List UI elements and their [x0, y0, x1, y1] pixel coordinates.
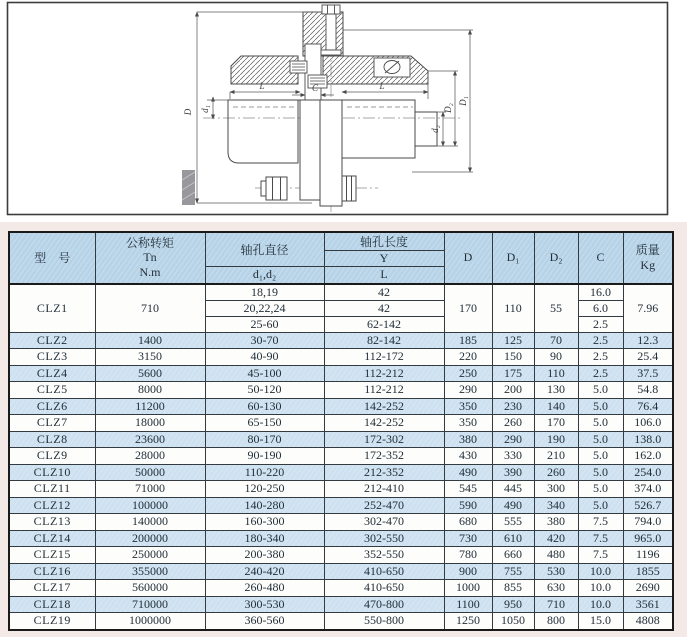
header-C: C	[578, 232, 623, 284]
table-row	[9, 497, 673, 514]
cell-D: 350	[444, 398, 492, 415]
cell-C: 2.5	[578, 349, 623, 366]
table-row	[9, 349, 673, 366]
cell-mass: 374.0	[623, 481, 673, 498]
table-row	[9, 547, 673, 564]
cell-bore-diameter: 45-100	[205, 365, 324, 382]
cell-D: 380	[444, 431, 492, 448]
cell-bore-length: 112-172	[324, 349, 444, 366]
cell-D2: 210	[534, 448, 578, 465]
cell-C: 7.5	[578, 547, 623, 564]
cell-torque: 50000	[95, 464, 205, 481]
cell-C: 5.0	[578, 481, 623, 498]
table-row	[9, 415, 673, 432]
cell-torque: 3150	[95, 349, 205, 366]
dim-label-D1: D₁	[458, 96, 468, 106]
cell-model: CLZ18	[9, 596, 95, 613]
cell-D: 1000	[444, 580, 492, 597]
cell-D2: 260	[534, 464, 578, 481]
cell-model: CLZ11	[9, 481, 95, 498]
cell-bore-length: 112-212	[324, 382, 444, 399]
header-torque-unit: N.m	[139, 265, 161, 280]
cell-D: 1250	[444, 613, 492, 630]
cell-bore-length: 550-800	[324, 613, 444, 630]
cell-model: CLZ1	[9, 284, 95, 333]
cell-bore-diameter: 25-60	[205, 316, 324, 332]
table-row	[9, 332, 673, 349]
cell-D: 185	[444, 332, 492, 349]
gray-marker	[182, 170, 195, 205]
cell-model: CLZ3	[9, 349, 95, 366]
cell-bore-diameter: 180-340	[205, 530, 324, 547]
cell-mass: 138.0	[623, 431, 673, 448]
cell-bore-length: 352-550	[324, 547, 444, 564]
header-D: D	[444, 232, 492, 284]
cell-D1: 950	[492, 596, 534, 613]
cell-C: 10.0	[578, 563, 623, 580]
cell-torque: 28000	[95, 448, 205, 465]
header-mass-unit: Kg	[640, 257, 656, 272]
header-bore-length-L: L	[324, 267, 444, 284]
cell-mass: 2690	[623, 580, 673, 597]
cell-D2: 70	[534, 332, 578, 349]
header-torque	[95, 232, 205, 284]
cell-model: CLZ2	[9, 332, 95, 349]
cell-torque: 560000	[95, 580, 205, 597]
cell-bore-diameter: 60-130	[205, 398, 324, 415]
table-row	[9, 448, 673, 465]
dim-label-D2: D₂	[443, 103, 453, 113]
cell-C: 5.0	[578, 431, 623, 448]
cell-bore-length: 42	[324, 300, 444, 316]
cell-torque: 8000	[95, 382, 205, 399]
cell-C: 15.0	[578, 613, 623, 630]
cell-bore-diameter: 90-190	[205, 448, 324, 465]
cell-bore-length: 252-470	[324, 497, 444, 514]
header-bore-length-Y: Y	[324, 251, 444, 267]
cell-D2: 340	[534, 497, 578, 514]
cell-D: 290	[444, 382, 492, 399]
cell-mass: 4808	[623, 613, 673, 630]
cell-C: 7.5	[578, 530, 623, 547]
cell-torque: 140000	[95, 514, 205, 531]
cell-D1: 1050	[492, 613, 534, 630]
cell-D2: 190	[534, 431, 578, 448]
cell-D2: 480	[534, 547, 578, 564]
cell-torque: 355000	[95, 563, 205, 580]
cell-D1: 390	[492, 464, 534, 481]
header-mass-cn: 质量	[635, 243, 660, 258]
cell-mass: 254.0	[623, 464, 673, 481]
cell-bore-length: 212-352	[324, 464, 444, 481]
cell-D1: 125	[492, 332, 534, 349]
cell-torque: 710	[95, 284, 205, 333]
cell-D1: 330	[492, 448, 534, 465]
cell-mass: 106.0	[623, 415, 673, 432]
dim-label-d2: d₂	[430, 125, 440, 133]
cell-model: CLZ16	[9, 563, 95, 580]
table-row	[9, 464, 673, 481]
cell-C: 5.0	[578, 448, 623, 465]
cell-C: 16.0	[578, 284, 623, 301]
cell-torque: 250000	[95, 547, 205, 564]
cell-bore-diameter: 110-220	[205, 464, 324, 481]
table-row	[9, 382, 673, 399]
table-row	[9, 431, 673, 448]
cell-C: 5.0	[578, 382, 623, 399]
header-D1: D₁	[492, 232, 534, 284]
cell-D2: 630	[534, 580, 578, 597]
cell-bore-diameter: 360-560	[205, 613, 324, 630]
cell-model: CLZ6	[9, 398, 95, 415]
cell-D1: 110	[492, 284, 534, 333]
technical-drawing	[0, 0, 687, 228]
cell-mass: 3561	[623, 596, 673, 613]
cell-bore-length: 82-142	[324, 332, 444, 349]
table-row	[9, 398, 673, 415]
cell-mass: 12.3	[623, 332, 673, 349]
header-bore-diameter-sub: d₁,d₂	[205, 267, 324, 284]
cell-mass: 25.4	[623, 349, 673, 366]
cell-mass: 7.96	[623, 284, 673, 333]
cell-D: 1100	[444, 596, 492, 613]
cell-C: 10.0	[578, 596, 623, 613]
cell-bore-length: 42	[324, 284, 444, 301]
cell-D: 490	[444, 464, 492, 481]
cell-D2: 530	[534, 563, 578, 580]
cell-torque: 23600	[95, 431, 205, 448]
header-torque-tn: Tn	[143, 250, 157, 265]
cell-D: 170	[444, 284, 492, 333]
cell-D2: 130	[534, 382, 578, 399]
header-torque-cn: 公称转矩	[125, 235, 174, 250]
table-row	[9, 580, 673, 597]
cell-C: 6.0	[578, 300, 623, 316]
cell-model: CLZ4	[9, 365, 95, 382]
cell-bore-length: 410-650	[324, 580, 444, 597]
cell-D: 780	[444, 547, 492, 564]
cell-torque: 200000	[95, 530, 205, 547]
cell-bore-length: 302-550	[324, 530, 444, 547]
cell-bore-length: 410-650	[324, 563, 444, 580]
cell-model: CLZ19	[9, 613, 95, 630]
cell-model: CLZ10	[9, 464, 95, 481]
dim-label-L-right: L	[379, 81, 385, 91]
table-row	[9, 563, 673, 580]
cell-bore-length: 302-470	[324, 514, 444, 531]
cell-bore-length: 212-410	[324, 481, 444, 498]
cell-D1: 755	[492, 563, 534, 580]
cell-D2: 110	[534, 365, 578, 382]
spec-table	[8, 231, 674, 631]
cell-D: 430	[444, 448, 492, 465]
cell-D: 590	[444, 497, 492, 514]
table-row	[9, 481, 673, 498]
dim-label-D: D	[183, 108, 193, 116]
cell-bore-diameter: 200-380	[205, 547, 324, 564]
table-row	[9, 514, 673, 531]
cell-D1: 610	[492, 530, 534, 547]
cell-bore-diameter: 30-70	[205, 332, 324, 349]
table-row	[9, 596, 673, 613]
cell-D: 545	[444, 481, 492, 498]
cell-C: 5.0	[578, 497, 623, 514]
cell-bore-length: 142-252	[324, 398, 444, 415]
table-row	[9, 365, 673, 382]
cell-D2: 55	[534, 284, 578, 333]
cell-mass: 162.0	[623, 448, 673, 465]
cell-bore-length: 112-212	[324, 365, 444, 382]
cell-bore-diameter: 140-280	[205, 497, 324, 514]
cell-torque: 100000	[95, 497, 205, 514]
cell-model: CLZ8	[9, 431, 95, 448]
cell-torque: 5600	[95, 365, 205, 382]
cell-model: CLZ14	[9, 530, 95, 547]
cell-C: 2.5	[578, 316, 623, 332]
cell-D2: 90	[534, 349, 578, 366]
cell-C: 5.0	[578, 464, 623, 481]
cell-D: 680	[444, 514, 492, 531]
cell-model: CLZ5	[9, 382, 95, 399]
table-row	[9, 613, 673, 630]
cell-bore-length: 172-302	[324, 431, 444, 448]
cell-bore-diameter: 18,19	[205, 284, 324, 301]
cell-C: 10.0	[578, 580, 623, 597]
table-row	[9, 530, 673, 547]
cell-bore-diameter: 160-300	[205, 514, 324, 531]
cell-C: 5.0	[578, 398, 623, 415]
cell-D1: 260	[492, 415, 534, 432]
cell-mass: 76.4	[623, 398, 673, 415]
cell-D1: 230	[492, 398, 534, 415]
cell-mass: 1196	[623, 547, 673, 564]
cell-bore-diameter: 65-150	[205, 415, 324, 432]
cell-bore-diameter: 50-120	[205, 382, 324, 399]
cell-torque: 1400	[95, 332, 205, 349]
cell-D2: 300	[534, 481, 578, 498]
cell-bore-diameter: 300-530	[205, 596, 324, 613]
cell-C: 7.5	[578, 514, 623, 531]
cell-C: 5.0	[578, 415, 623, 432]
cell-bore-length: 142-252	[324, 415, 444, 432]
cell-C: 2.5	[578, 332, 623, 349]
header-D2: D₂	[534, 232, 578, 284]
cell-D: 350	[444, 415, 492, 432]
cell-torque: 710000	[95, 596, 205, 613]
cell-D1: 555	[492, 514, 534, 531]
cell-bore-diameter: 40-90	[205, 349, 324, 366]
cell-bore-diameter: 80-170	[205, 431, 324, 448]
cell-mass: 965.0	[623, 530, 673, 547]
cell-model: CLZ17	[9, 580, 95, 597]
dim-label-d1: d₁	[200, 105, 210, 113]
cell-model: CLZ13	[9, 514, 95, 531]
cell-mass: 37.5	[623, 365, 673, 382]
cell-D2: 710	[534, 596, 578, 613]
cell-model: CLZ15	[9, 547, 95, 564]
cell-bore-length: 470-800	[324, 596, 444, 613]
cell-D1: 855	[492, 580, 534, 597]
cell-D1: 200	[492, 382, 534, 399]
header-bore-length: 轴孔长度	[324, 232, 444, 251]
cell-D1: 445	[492, 481, 534, 498]
header-bore-diameter: 轴孔直径	[205, 232, 324, 267]
cell-D1: 490	[492, 497, 534, 514]
dim-label-C: C	[311, 83, 319, 93]
dim-label-L-left: L	[259, 81, 265, 91]
cell-D1: 290	[492, 431, 534, 448]
cell-D2: 800	[534, 613, 578, 630]
cell-bore-diameter: 240-420	[205, 563, 324, 580]
header-model: 型 号	[9, 232, 95, 284]
cell-D1: 150	[492, 349, 534, 366]
cell-D2: 380	[534, 514, 578, 531]
header-mass	[623, 232, 673, 284]
cell-D: 250	[444, 365, 492, 382]
cell-bore-diameter: 260-480	[205, 580, 324, 597]
cell-mass: 1855	[623, 563, 673, 580]
cell-D: 900	[444, 563, 492, 580]
cell-model: CLZ9	[9, 448, 95, 465]
cell-D2: 420	[534, 530, 578, 547]
cell-bore-diameter: 120-250	[205, 481, 324, 498]
cell-C: 2.5	[578, 365, 623, 382]
cell-bore-diameter: 20,22,24	[205, 300, 324, 316]
table-row-clz1	[9, 284, 673, 301]
cell-D2: 170	[534, 415, 578, 432]
cell-mass: 794.0	[623, 514, 673, 531]
cell-bore-length: 62-142	[324, 316, 444, 332]
cell-torque: 18000	[95, 415, 205, 432]
cell-D: 730	[444, 530, 492, 547]
cell-mass: 526.7	[623, 497, 673, 514]
cell-bore-length: 172-352	[324, 448, 444, 465]
cell-torque: 71000	[95, 481, 205, 498]
cell-D: 220	[444, 349, 492, 366]
cell-mass: 54.8	[623, 382, 673, 399]
cell-model: CLZ12	[9, 497, 95, 514]
cell-torque: 1000000	[95, 613, 205, 630]
cell-D1: 175	[492, 365, 534, 382]
cell-D1: 660	[492, 547, 534, 564]
cell-D2: 140	[534, 398, 578, 415]
cell-model: CLZ7	[9, 415, 95, 432]
cell-torque: 11200	[95, 398, 205, 415]
